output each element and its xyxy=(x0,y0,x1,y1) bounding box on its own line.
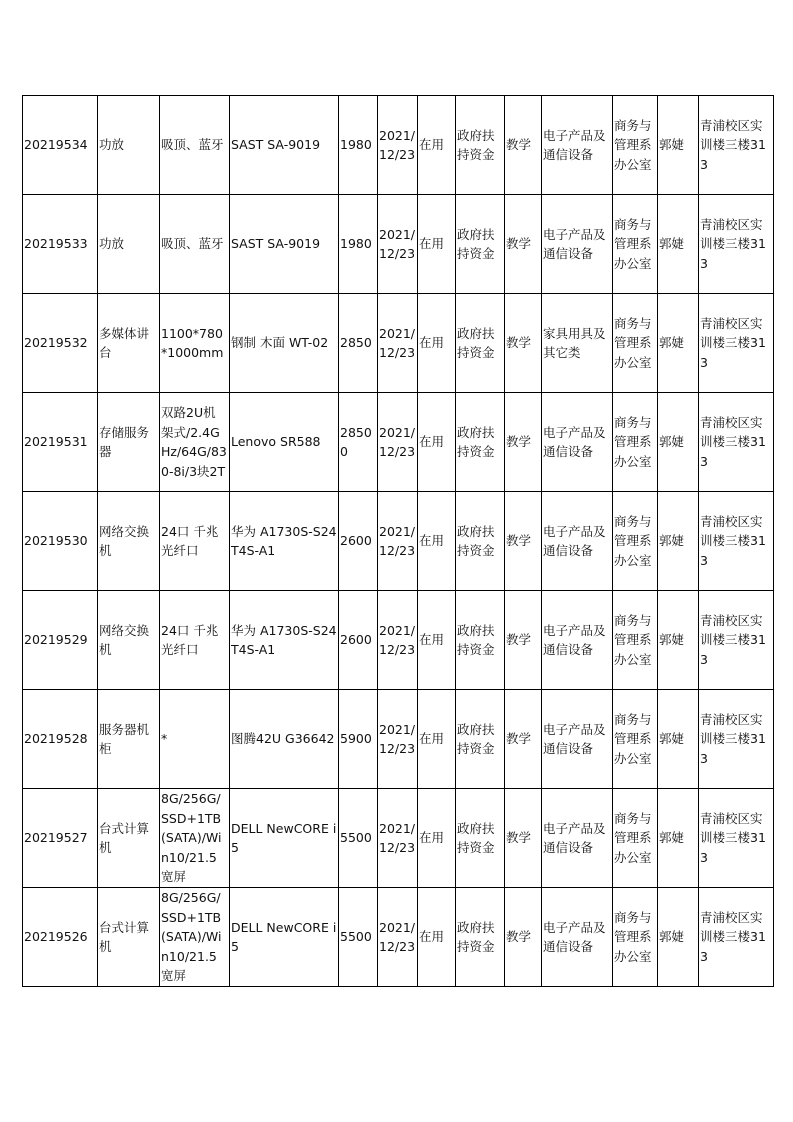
cell-model xyxy=(230,591,339,690)
cell-date xyxy=(378,195,418,294)
cell-location-text: 青浦校区实训楼三楼313 xyxy=(700,513,766,568)
cell-name-text: 功放 xyxy=(99,236,125,252)
cell-dept-text: 商务与管理系办公室 xyxy=(614,315,652,370)
cell-category-text: 电子产品及通信设备 xyxy=(543,919,606,954)
cell-usage-text: 教学 xyxy=(506,434,532,450)
cell-spec xyxy=(160,195,230,294)
table-row xyxy=(23,393,774,492)
cell-category-text: 电子产品及通信设备 xyxy=(543,721,606,756)
cell-id-text: 20219534 xyxy=(24,137,88,153)
cell-spec-text: 双路2U机架式/2.4GHz/64G/830-8i/3块2T xyxy=(161,405,227,479)
cell-fund-text: 政府扶持资金 xyxy=(457,523,495,558)
table-row xyxy=(23,690,774,789)
cell-dept-text: 商务与管理系办公室 xyxy=(614,612,652,667)
cell-usage xyxy=(505,690,542,789)
cell-location xyxy=(699,492,774,591)
cell-status-text: 在用 xyxy=(419,929,445,945)
cell-spec-text: 8G/256G/SSD+1TB(SATA)/Win10/21.5宽屏 xyxy=(161,791,222,885)
cell-id xyxy=(23,96,98,195)
cell-usage xyxy=(505,195,542,294)
table-row xyxy=(23,195,774,294)
cell-id-text: 20219531 xyxy=(24,434,88,450)
cell-model-text: DELL NewCORE i5 xyxy=(231,820,337,855)
cell-price-text: 28500 xyxy=(340,424,372,459)
cell-model-text: 钢制 木面 WT-02 xyxy=(231,335,329,351)
cell-id-text: 20219526 xyxy=(24,929,88,945)
cell-person xyxy=(658,789,699,888)
cell-fund xyxy=(456,492,505,591)
table-row xyxy=(23,591,774,690)
cell-id xyxy=(23,888,98,987)
cell-dept xyxy=(613,294,658,393)
cell-model xyxy=(230,393,339,492)
cell-status xyxy=(418,690,456,789)
cell-dept xyxy=(613,96,658,195)
cell-name-text: 服务器机柜 xyxy=(99,721,150,756)
cell-location xyxy=(699,195,774,294)
cell-category-text: 电子产品及通信设备 xyxy=(543,424,606,459)
cell-date-text: 2021/12/23 xyxy=(379,721,416,756)
cell-model xyxy=(230,492,339,591)
cell-status-text: 在用 xyxy=(419,533,445,549)
cell-usage xyxy=(505,492,542,591)
cell-fund xyxy=(456,888,505,987)
cell-spec-text: 1100*780*1000mm xyxy=(161,325,224,360)
cell-name-text: 网络交换机 xyxy=(99,622,150,657)
cell-price xyxy=(339,789,378,888)
cell-person-text: 郭婕 xyxy=(659,632,685,648)
cell-date-text: 2021/12/23 xyxy=(379,226,416,261)
cell-name xyxy=(98,492,160,591)
cell-id xyxy=(23,294,98,393)
cell-model xyxy=(230,690,339,789)
cell-person xyxy=(658,393,699,492)
cell-fund-text: 政府扶持资金 xyxy=(457,721,495,756)
cell-location-text: 青浦校区实训楼三楼313 xyxy=(700,216,766,271)
cell-status-text: 在用 xyxy=(419,731,445,747)
cell-spec xyxy=(160,888,230,987)
cell-model xyxy=(230,888,339,987)
cell-usage xyxy=(505,96,542,195)
cell-dept xyxy=(613,393,658,492)
cell-status xyxy=(418,888,456,987)
cell-date xyxy=(378,294,418,393)
cell-date xyxy=(378,690,418,789)
cell-location xyxy=(699,96,774,195)
cell-spec xyxy=(160,96,230,195)
cell-name-text: 台式计算机 xyxy=(99,919,150,954)
cell-fund-text: 政府扶持资金 xyxy=(457,820,495,855)
table-row xyxy=(23,96,774,195)
cell-date-text: 2021/12/23 xyxy=(379,622,416,657)
cell-id xyxy=(23,690,98,789)
cell-name-text: 网络交换机 xyxy=(99,523,150,558)
cell-id xyxy=(23,393,98,492)
cell-location-text: 青浦校区实训楼三楼313 xyxy=(700,117,766,172)
cell-person-text: 郭婕 xyxy=(659,830,685,846)
cell-category xyxy=(542,393,613,492)
cell-price-text: 2850 xyxy=(340,335,372,351)
cell-date xyxy=(378,888,418,987)
cell-price-text: 5500 xyxy=(340,929,372,945)
cell-category xyxy=(542,492,613,591)
cell-model xyxy=(230,789,339,888)
cell-usage xyxy=(505,393,542,492)
cell-price-text: 5900 xyxy=(340,731,372,747)
cell-price xyxy=(339,888,378,987)
cell-person xyxy=(658,591,699,690)
cell-dept-text: 商务与管理系办公室 xyxy=(614,711,652,766)
cell-category xyxy=(542,294,613,393)
cell-usage-text: 教学 xyxy=(506,929,532,945)
cell-location xyxy=(699,393,774,492)
cell-category xyxy=(542,789,613,888)
table-row xyxy=(23,294,774,393)
asset-table xyxy=(22,95,774,987)
cell-id-text: 20219528 xyxy=(24,731,88,747)
cell-price xyxy=(339,492,378,591)
cell-dept xyxy=(613,789,658,888)
cell-dept xyxy=(613,690,658,789)
cell-usage xyxy=(505,591,542,690)
cell-dept xyxy=(613,888,658,987)
cell-price xyxy=(339,195,378,294)
cell-fund xyxy=(456,789,505,888)
cell-status xyxy=(418,96,456,195)
cell-dept-text: 商务与管理系办公室 xyxy=(614,414,652,469)
cell-location-text: 青浦校区实训楼三楼313 xyxy=(700,711,766,766)
cell-person-text: 郭婕 xyxy=(659,929,685,945)
cell-model-text: 华为 A1730S-S24T4S-A1 xyxy=(231,622,337,657)
cell-usage-text: 教学 xyxy=(506,335,532,351)
cell-category xyxy=(542,96,613,195)
cell-price xyxy=(339,591,378,690)
cell-spec-text: 24口 千兆光纤口 xyxy=(161,622,219,657)
cell-usage-text: 教学 xyxy=(506,533,532,549)
cell-location xyxy=(699,789,774,888)
cell-fund-text: 政府扶持资金 xyxy=(457,226,495,261)
cell-spec-text: 吸顶、蓝牙 xyxy=(161,236,224,252)
cell-price xyxy=(339,294,378,393)
cell-model xyxy=(230,294,339,393)
cell-dept-text: 商务与管理系办公室 xyxy=(614,513,652,568)
cell-location xyxy=(699,294,774,393)
cell-date-text: 2021/12/23 xyxy=(379,127,416,162)
cell-spec-text: 24口 千兆光纤口 xyxy=(161,523,219,558)
cell-model-text: SAST SA-9019 xyxy=(231,236,321,252)
cell-id xyxy=(23,789,98,888)
cell-status xyxy=(418,492,456,591)
cell-spec xyxy=(160,492,230,591)
cell-status-text: 在用 xyxy=(419,335,445,351)
cell-date-text: 2021/12/23 xyxy=(379,424,416,459)
cell-person-text: 郭婕 xyxy=(659,236,685,252)
cell-name xyxy=(98,393,160,492)
cell-status xyxy=(418,294,456,393)
cell-id xyxy=(23,492,98,591)
cell-fund-text: 政府扶持资金 xyxy=(457,127,495,162)
cell-location-text: 青浦校区实训楼三楼313 xyxy=(700,414,766,469)
cell-fund xyxy=(456,294,505,393)
cell-spec xyxy=(160,294,230,393)
cell-fund-text: 政府扶持资金 xyxy=(457,325,495,360)
cell-model-text: Lenovo SR588 xyxy=(231,434,321,450)
cell-person-text: 郭婕 xyxy=(659,434,685,450)
cell-category xyxy=(542,690,613,789)
cell-category-text: 电子产品及通信设备 xyxy=(543,226,606,261)
cell-name-text: 功放 xyxy=(99,137,125,153)
cell-date xyxy=(378,393,418,492)
cell-spec xyxy=(160,789,230,888)
cell-usage-text: 教学 xyxy=(506,632,532,648)
cell-name xyxy=(98,690,160,789)
cell-status-text: 在用 xyxy=(419,830,445,846)
cell-price xyxy=(339,96,378,195)
cell-category xyxy=(542,591,613,690)
cell-person-text: 郭婕 xyxy=(659,533,685,549)
cell-model xyxy=(230,195,339,294)
cell-date xyxy=(378,96,418,195)
cell-id-text: 20219532 xyxy=(24,335,88,351)
cell-person-text: 郭婕 xyxy=(659,335,685,351)
cell-status xyxy=(418,195,456,294)
cell-fund-text: 政府扶持资金 xyxy=(457,919,495,954)
cell-date xyxy=(378,789,418,888)
cell-model-text: 华为 A1730S-S24T4S-A1 xyxy=(231,523,337,558)
cell-spec xyxy=(160,591,230,690)
cell-dept-text: 商务与管理系办公室 xyxy=(614,810,652,865)
cell-id-text: 20219527 xyxy=(24,830,88,846)
cell-date xyxy=(378,492,418,591)
cell-location xyxy=(699,888,774,987)
cell-category xyxy=(542,888,613,987)
cell-dept-text: 商务与管理系办公室 xyxy=(614,909,652,964)
cell-model xyxy=(230,96,339,195)
cell-person xyxy=(658,294,699,393)
cell-id-text: 20219529 xyxy=(24,632,88,648)
cell-fund xyxy=(456,195,505,294)
cell-name xyxy=(98,294,160,393)
cell-status-text: 在用 xyxy=(419,434,445,450)
cell-status xyxy=(418,393,456,492)
cell-price-text: 5500 xyxy=(340,830,372,846)
cell-usage-text: 教学 xyxy=(506,830,532,846)
cell-usage xyxy=(505,888,542,987)
cell-location-text: 青浦校区实训楼三楼313 xyxy=(700,612,766,667)
cell-name-text: 多媒体讲台 xyxy=(99,325,150,360)
cell-usage xyxy=(505,789,542,888)
cell-status-text: 在用 xyxy=(419,236,445,252)
cell-usage-text: 教学 xyxy=(506,137,532,153)
cell-person xyxy=(658,492,699,591)
asset-table-body xyxy=(23,96,774,987)
cell-person xyxy=(658,690,699,789)
cell-dept xyxy=(613,492,658,591)
cell-usage xyxy=(505,294,542,393)
cell-spec-text: * xyxy=(161,731,168,747)
cell-price-text: 1980 xyxy=(340,137,372,153)
cell-name xyxy=(98,591,160,690)
cell-location-text: 青浦校区实训楼三楼313 xyxy=(700,909,766,964)
cell-dept-text: 商务与管理系办公室 xyxy=(614,216,652,271)
cell-name xyxy=(98,96,160,195)
cell-category-text: 电子产品及通信设备 xyxy=(543,622,606,657)
cell-category-text: 电子产品及通信设备 xyxy=(543,523,606,558)
cell-status xyxy=(418,591,456,690)
table-row xyxy=(23,789,774,888)
cell-id-text: 20219533 xyxy=(24,236,88,252)
cell-price xyxy=(339,690,378,789)
cell-price-text: 2600 xyxy=(340,632,372,648)
cell-spec-text: 吸顶、蓝牙 xyxy=(161,137,224,153)
cell-fund-text: 政府扶持资金 xyxy=(457,622,495,657)
cell-model-text: 图腾42U G36642 xyxy=(231,731,335,747)
cell-fund xyxy=(456,690,505,789)
cell-id xyxy=(23,195,98,294)
cell-name xyxy=(98,789,160,888)
cell-model-text: SAST SA-9019 xyxy=(231,137,321,153)
cell-spec xyxy=(160,690,230,789)
cell-status xyxy=(418,789,456,888)
cell-name xyxy=(98,195,160,294)
cell-date-text: 2021/12/23 xyxy=(379,919,416,954)
cell-fund xyxy=(456,591,505,690)
cell-person xyxy=(658,888,699,987)
cell-date xyxy=(378,591,418,690)
cell-id xyxy=(23,591,98,690)
cell-spec xyxy=(160,393,230,492)
cell-person xyxy=(658,96,699,195)
cell-date-text: 2021/12/23 xyxy=(379,820,416,855)
cell-status-text: 在用 xyxy=(419,137,445,153)
cell-usage-text: 教学 xyxy=(506,236,532,252)
cell-status-text: 在用 xyxy=(419,632,445,648)
cell-fund xyxy=(456,96,505,195)
cell-person xyxy=(658,195,699,294)
cell-price-text: 1980 xyxy=(340,236,372,252)
cell-name-text: 台式计算机 xyxy=(99,820,150,855)
cell-person-text: 郭婕 xyxy=(659,137,685,153)
cell-model-text: DELL NewCORE i5 xyxy=(231,919,337,954)
cell-name xyxy=(98,888,160,987)
table-row xyxy=(23,888,774,987)
cell-dept-text: 商务与管理系办公室 xyxy=(614,117,652,172)
cell-dept xyxy=(613,195,658,294)
cell-date-text: 2021/12/23 xyxy=(379,523,416,558)
cell-location-text: 青浦校区实训楼三楼313 xyxy=(700,810,766,865)
cell-price xyxy=(339,393,378,492)
cell-spec-text: 8G/256G/SSD+1TB(SATA)/Win10/21.5宽屏 xyxy=(161,890,222,984)
cell-usage-text: 教学 xyxy=(506,731,532,747)
cell-category-text: 电子产品及通信设备 xyxy=(543,127,606,162)
cell-id-text: 20219530 xyxy=(24,533,88,549)
cell-location xyxy=(699,591,774,690)
cell-price-text: 2600 xyxy=(340,533,372,549)
cell-name-text: 存储服务器 xyxy=(99,424,150,459)
cell-location xyxy=(699,690,774,789)
cell-category-text: 家具用具及其它类 xyxy=(543,325,606,360)
cell-fund-text: 政府扶持资金 xyxy=(457,424,495,459)
cell-dept xyxy=(613,591,658,690)
cell-fund xyxy=(456,393,505,492)
cell-category-text: 电子产品及通信设备 xyxy=(543,820,606,855)
cell-date-text: 2021/12/23 xyxy=(379,325,416,360)
cell-location-text: 青浦校区实训楼三楼313 xyxy=(700,315,766,370)
cell-person-text: 郭婕 xyxy=(659,731,685,747)
table-row xyxy=(23,492,774,591)
cell-category xyxy=(542,195,613,294)
